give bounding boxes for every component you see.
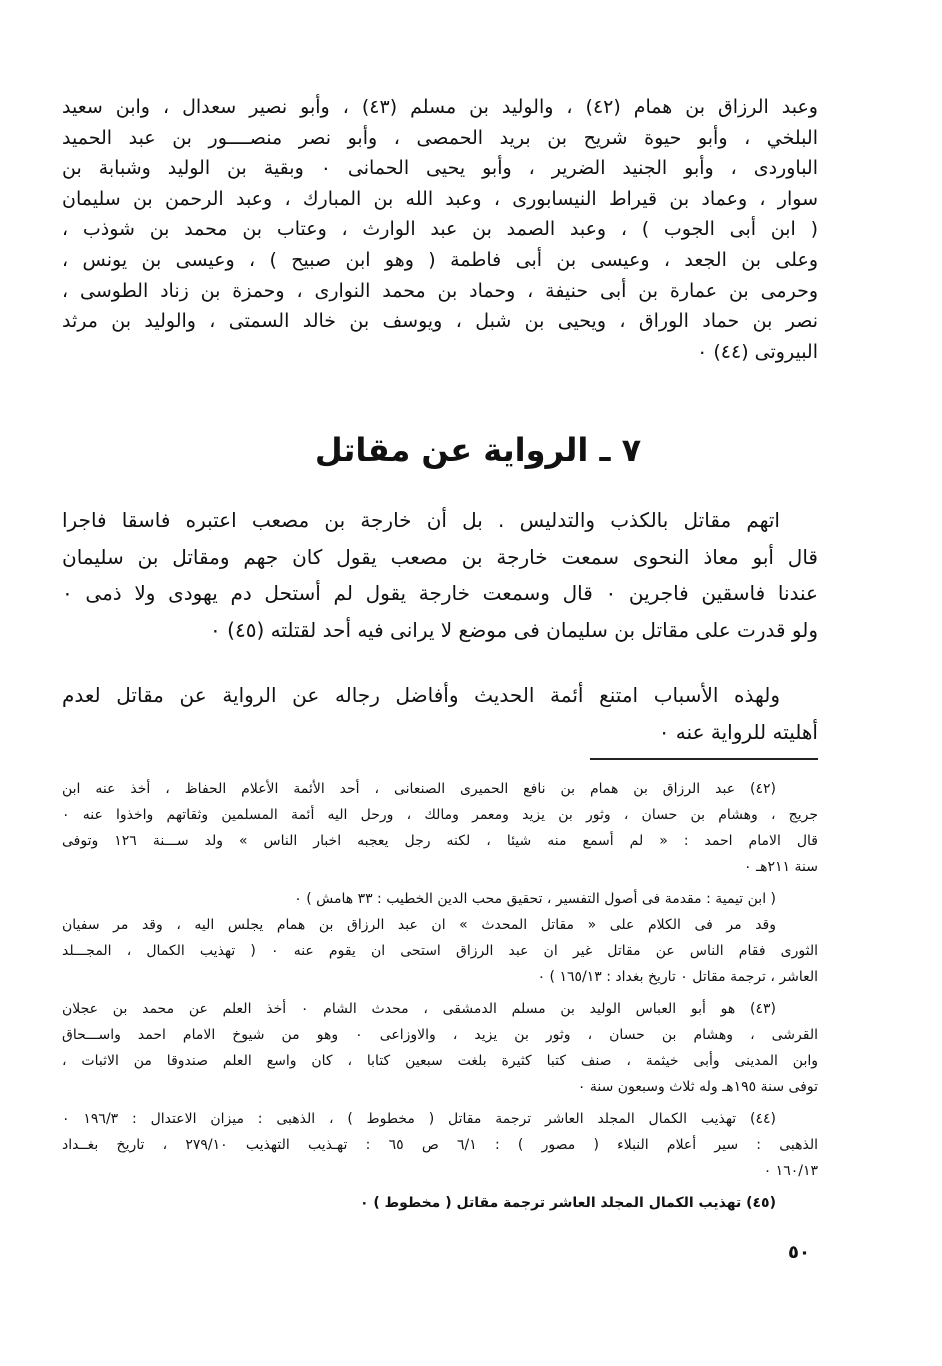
- footnotes: [62, 776, 818, 1216]
- footnote-divider: [590, 758, 818, 760]
- text-line: أهليته للرواية عنه ٠: [658, 719, 818, 744]
- footnote-line: ١٦٠/١٣ ٠: [763, 1163, 818, 1179]
- footnote-line: قال الامام احمد : « لم أسمع منه شيئا ، لكنه رجل يعجبه اخبار الناس » ولد ســـنة ١٢٦ وتوفى: [62, 833, 818, 849]
- footnote-line: (٤٣) هو أبو العباس الوليد بن مسلم الدمشقى ، محدث الشام ٠ أخذ العلم عن محمد بن عجلان: [62, 1001, 776, 1017]
- footnote-line: العاشر ، ترجمة مقاتل ٠ تاريخ بغداد : ١٦٥/١٣ ) ٠: [537, 969, 818, 985]
- narrators-paragraph: [62, 92, 818, 367]
- footnote-line: القرشى ، وهشام بن حسان ، وثور بن يزيد ، والاوزاعى ٠ وهو من شيوخ الامام احمد واســـحاق: [62, 1027, 818, 1043]
- footnote-line: وابن المدينى وأبى خيثمة ، صنف كتبا كثيرة بلغت سبعين كتابا ، كان واسع العلم صندوقا من الاثبات ،: [62, 1053, 818, 1069]
- text-line: قال أبو معاذ النحوى سمعت خارجة بن مصعب يقول كان جهم ومقاتل بن سليمان: [62, 544, 818, 569]
- footnote-line: (٤٢) عبد الرزاق بن همام بن نافع الحميرى الصنعانى ، أحد الأئمة الأعلام الحفاظ ، أخذ عنه ابن: [62, 781, 776, 797]
- page-number: ٥٠: [788, 1242, 810, 1263]
- text-line: ولو قدرت على مقاتل بن سليمان فى موضع لا يرانى فيه أحد لقتلته (٤٥) ٠: [210, 617, 818, 642]
- paragraph-conclusion: [62, 677, 818, 750]
- text-line: سوار ، وعماد بن قيراط النيسابورى ، وعبد الله بن المبارك ، وعبد الرحمن بن سليمان: [62, 187, 818, 210]
- text-line: البلخي ، وأبو حيوة شريح بن بريد الحمصى ، وأبو نصر منصــــور بن عبد الحميد: [62, 126, 818, 149]
- text-line: الباوردى ، وأبو الجنيد الضرير ، وأبو يحيى الحمانى ٠ وبقية بن الوليد وشبابة بن: [62, 157, 818, 180]
- text-line: نصر بن حماد الوراق ، ويحيى بن شبل ، ويوسف بن خالد السمتى ، والوليد بن مرثد: [62, 310, 818, 333]
- footnote-line: (٤٥) تهذيب الكمال المجلد العاشر ترجمة مقاتل ( مخطوط ) ٠: [359, 1195, 776, 1211]
- footnote-line: جريج ، وهشام بن حسان ، وثور بن يزيد ومعمر ومالك ، ورحل اليه أئمة المسلمين وثقاتهم واخذوا عنه ٠: [62, 807, 818, 823]
- footnote-line: الثورى فقام الناس عن مقاتل غير ان عبد الرزاق استحى ان يقوم عنه ٠ ( تهذيب الكمال ، المجـــلد: [62, 943, 818, 959]
- text-line: عندنا فاسقين فاجرين ٠ قال وسمعت خارجة يقول لم أستحل دم يهودى ولا ذمى ٠: [62, 581, 818, 605]
- text-line: وعبد الرزاق بن همام (٤٢) ، والوليد بن مسلم (٤٣) ، وأبو نصير سعدال ، وابن سعيد: [62, 96, 818, 118]
- footnote-line: توفى سنة ١٩٥هـ وله ثلاث وسبعون سنة ٠: [577, 1079, 818, 1095]
- footnote-line: (٤٤) تهذيب الكمال المجلد العاشر ترجمة مقاتل ( مخطوط ) ، الذهبى : ميزان الاعتدال : ١٩٦/٣ ٠: [62, 1111, 776, 1127]
- footnote-line: الذهبى : سير أعلام النبلاء ( مصور ) : ٦/١ ص ٦٥ : تهـذيب التهذيب ٢٧٩/١٠ ، تاريخ بغــداد: [62, 1137, 818, 1153]
- footnote-line: ( ابن تيمية : مقدمة فى أصول التفسير ، تحقيق محب الدين الخطيب : ٣٣ هامش ) ٠: [294, 891, 776, 907]
- text-line: البيروتى (٤٤) ٠: [697, 340, 818, 363]
- text-line: وحرمى بن عمارة بن أبى حنيفة ، وحماد بن محمد النوارى ، وحمزة بن زناد الطوسى ،: [62, 279, 818, 302]
- paragraph-accusation: [62, 502, 818, 648]
- text-line: ( ابن أبى الجوب ) ، وعبد الصمد بن عبد الوارث ، وعتاب بن محمد بن شوذب ،: [62, 218, 818, 241]
- text-line: اتهم مقاتل بالكذب والتدليس . بل أن خارجة بن مصعب اعتبره فاسقا فاجرا: [62, 508, 780, 532]
- text-line: وعلى بن الجعد ، وعيسى بن أبى فاطمة ( وهو ابن صبيح ) ، وعيسى بن يونس ،: [62, 248, 818, 271]
- footnote-line: وقد مر فى الكلام على « مقاتل المحدث » ان عبد الرزاق بن همام يجلس اليه ، وقد مر سفيان: [62, 917, 776, 933]
- section-heading: ٧ ـ الرواية عن مقاتل: [314, 431, 642, 469]
- footnote-line: سنة ٢١١هـ ٠: [744, 859, 818, 875]
- text-line: ولهذه الأسباب امتنع أئمة الحديث وأفاضل رجاله عن الرواية عن مقاتل لعدم: [62, 683, 780, 707]
